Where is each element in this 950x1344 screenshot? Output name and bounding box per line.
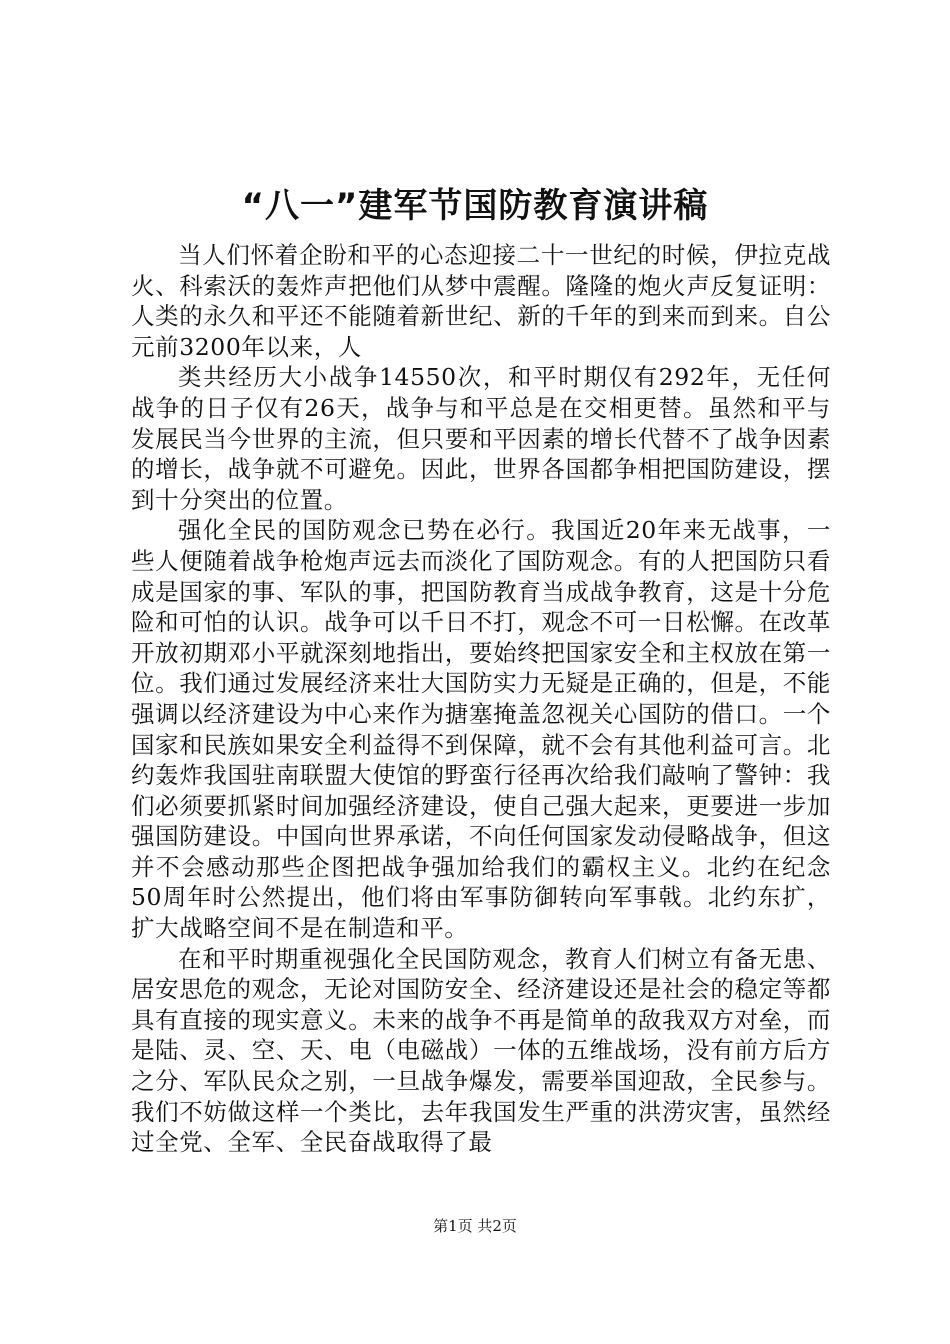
paragraph-4: 在和平时期重视强化全民国防观念，教育人们树立有备无患、居安思危的观念，无论对国防安全、经济建设还是社会的稳定等都具有直接的现实意义。未来的战争不再是简单的敌我双方对垒，而是陆、灵、空、天、电（电磁战）一体的五维战场，没有前方后方之分、军队民众之别，一旦战争爆发，需要举国迎敌，全民参与。我们不妨做这样一个类比，去年我国发生严重的洪涝灾害，虽然经过全党、全军、全民奋战取得了最 [131, 944, 831, 1157]
paragraph-1: 当人们怀着企盼和平的心态迎接二十一世纪的时候，伊拉克战火、科索沃的轰炸声把他们从梦中震醒。隆隆的炮火声反复证明：人类的永久和平还不能随着新世纪、新的千年的到来而到来。自公元前3200年以来，人 [131, 241, 831, 361]
paragraph-3: 强化全民的国防观念已势在必行。我国近20年来无战事，一些人便随着战争枪炮声远去而淡化了国防观念。有的人把国防只看成是国家的事、军队的事，把国防教育当成战争教育，这是十分危险和可怕的认识。战争可以千日不打，观念不可一日松懈。在改革开放初期邓小平就深刻地指出，要始终把国家安全和主权放在第一位。我们通过发展经济来壮大国防实力无疑是正确的，但是，不能强调以经济建设为中心来作为搪塞掩盖忽视关心国防的借口。一个国家和民族如果安全利益得不到保障，就不会有其他利益可言。北约轰炸我国驻南联盟大使馆的野蛮行径再次给我们敲响了警钟：我们必须要抓紧时间加强经济建设，使自己强大起来，更要进一步加强国防建设。中国向世界承诺，不向任何国家发动侵略战争，但这并不会感动那些企图把战争强加给我们的霸权主义。北约在纪念50周年时公然提出，他们将由军事防御转向军事戟。北约东扩，扩大战略空间不是在制造和平。 [131, 516, 831, 943]
page-number-footer: 第1页 共2页 [433, 1217, 517, 1235]
document-body [131, 240, 831, 1158]
paragraph-2: 类共经历大小战争14550次，和平时期仅有292年，无任何战争的日子仅有26天，战争与和平总是在交相更替。虽然和平与发展民当今世界的主流，但只要和平因素的增长代替不了战争因素的增长，战争就不可避免。因此，世界各国都争相把国防建设，摆到十分突出的位置。 [131, 363, 831, 514]
document-title: “八一”建军节国防教育演讲稿 [241, 186, 709, 226]
